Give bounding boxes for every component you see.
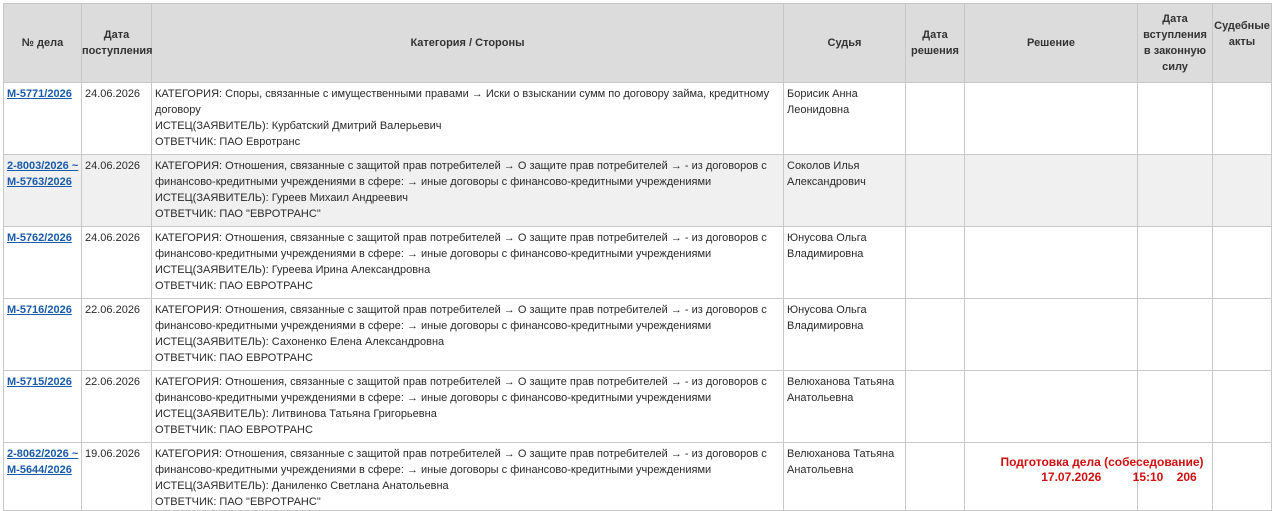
- case-link[interactable]: 2-8062/2026 ~ М-5644/2026: [7, 448, 79, 476]
- case-number-cell: [4, 227, 82, 299]
- effective-date-cell: [1138, 83, 1213, 155]
- effective-date-cell: [1138, 227, 1213, 299]
- category-line: финансово-кредитными учреждениями в сфере: → иные договоры с финансово-кредитными учреждениями: [155, 320, 712, 332]
- received-date-cell: 24.06.2026: [82, 83, 152, 155]
- case-link[interactable]: М-5716/2026: [7, 304, 72, 316]
- case-link[interactable]: 2-8003/2026 ~ М-5763/2026: [7, 160, 79, 188]
- decision-date-cell: [906, 443, 965, 511]
- plaintiff-line: ИСТЕЦ(ЗАЯВИТЕЛЬ): Сахоненко Елена Александровна: [155, 336, 445, 348]
- defendant-line: ОТВЕТЧИК: ПАО Евротранс: [155, 136, 301, 148]
- header-case-number: № дела: [4, 4, 82, 83]
- decision-date-cell: [906, 299, 965, 371]
- table-header-row: [4, 4, 1272, 83]
- court-acts-cell: [1213, 155, 1272, 227]
- header-received-date: Дата поступления: [82, 4, 152, 83]
- header-judge: Судья: [784, 4, 906, 83]
- judge-cell: Велюханова Татьяна Анатольевна: [784, 443, 906, 511]
- category-line: КАТЕГОРИЯ: Отношения, связанные с защитой прав потребителей → О защите прав потребителей → - из договоров с: [155, 448, 767, 460]
- category-line: финансово-кредитными учреждениями в сфере: → иные договоры с финансово-кредитными учреждениями: [155, 176, 712, 188]
- decision-cell: [965, 299, 1138, 371]
- hearing-title: Подготовка дела (собеседование): [1000, 455, 1204, 469]
- judge-cell: Велюханова Татьяна Анатольевна: [784, 371, 906, 443]
- category-line: финансово-кредитными учреждениями в сфере: → иные договоры с финансово-кредитными учреждениями: [155, 248, 712, 260]
- category-cell: [152, 443, 784, 511]
- category-cell: [152, 299, 784, 371]
- hearing-schedule: [982, 470, 1222, 485]
- category-cell: [152, 155, 784, 227]
- decision-date-cell: [906, 83, 965, 155]
- decision-cell: [965, 83, 1138, 155]
- received-date-cell: 22.06.2026: [82, 371, 152, 443]
- received-date-cell: 19.06.2026: [82, 443, 152, 511]
- case-number-cell: [4, 299, 82, 371]
- case-number-cell: [4, 83, 82, 155]
- case-number-cell: [4, 155, 82, 227]
- decision-date-cell: [906, 227, 965, 299]
- court-acts-cell: [1213, 371, 1272, 443]
- category-line: финансово-кредитными учреждениями в сфере: → иные договоры с финансово-кредитными учреждениями: [155, 392, 712, 404]
- effective-date-cell: [1138, 371, 1213, 443]
- defendant-line: ОТВЕТЧИК: ПАО ЕВРОТРАНС: [155, 424, 313, 436]
- decision-date-cell: [906, 155, 965, 227]
- table-row: [4, 227, 1272, 299]
- category-line: КАТЕГОРИЯ: Отношения, связанные с защитой прав потребителей → О защите прав потребителей → - из договоров с: [155, 304, 767, 316]
- judge-cell: Юнусова Ольга Владимировна: [784, 299, 906, 371]
- defendant-line: ОТВЕТЧИК: ПАО "ЕВРОТРАНС": [155, 496, 321, 508]
- decision-date-cell: [906, 371, 965, 443]
- cases-table: [3, 3, 1272, 511]
- decision-cell: [965, 227, 1138, 299]
- case-link[interactable]: М-5771/2026: [7, 88, 72, 100]
- category-cell: [152, 83, 784, 155]
- plaintiff-line: ИСТЕЦ(ЗАЯВИТЕЛЬ): Даниленко Светлана Анатольевна: [155, 480, 449, 492]
- category-cell: [152, 371, 784, 443]
- plaintiff-line: ИСТЕЦ(ЗАЯВИТЕЛЬ): Гуреева Ирина Александровна: [155, 264, 431, 276]
- case-number-cell: [4, 443, 82, 511]
- judge-cell: Борисик Анна Леонидовна: [784, 83, 906, 155]
- court-acts-cell: [1213, 83, 1272, 155]
- defendant-line: ОТВЕТЧИК: ПАО ЕВРОТРАНС: [155, 352, 313, 364]
- received-date-cell: 24.06.2026: [82, 227, 152, 299]
- judge-cell: Соколов Илья Александрович: [784, 155, 906, 227]
- table-row: [4, 155, 1272, 227]
- effective-date-cell: [1138, 155, 1213, 227]
- case-link[interactable]: М-5715/2026: [7, 376, 72, 388]
- received-date-cell: 24.06.2026: [82, 155, 152, 227]
- court-acts-cell: [1213, 227, 1272, 299]
- case-link[interactable]: М-5762/2026: [7, 232, 72, 244]
- category-line: КАТЕГОРИЯ: Отношения, связанные с защитой прав потребителей → О защите прав потребителей → - из договоров с: [155, 160, 767, 172]
- table-row: [4, 299, 1272, 371]
- hearing-room: 206: [1176, 470, 1197, 484]
- hearing-date: 17.07.2026: [1041, 470, 1102, 484]
- table-row: [4, 371, 1272, 443]
- effective-date-cell: [1138, 299, 1213, 371]
- category-line: финансово-кредитными учреждениями в сфере: → иные договоры с финансово-кредитными учреждениями: [155, 464, 712, 476]
- category-line: договору: [155, 104, 201, 116]
- defendant-line: ОТВЕТЧИК: ПАО "ЕВРОТРАНС": [155, 208, 321, 220]
- judge-cell: Юнусова Ольга Владимировна: [784, 227, 906, 299]
- plaintiff-line: ИСТЕЦ(ЗАЯВИТЕЛЬ): Курбатский Дмитрий Валерьевич: [155, 120, 442, 132]
- plaintiff-line: ИСТЕЦ(ЗАЯВИТЕЛЬ): Литвинова Татьяна Григорьевна: [155, 408, 437, 420]
- category-line: КАТЕГОРИЯ: Отношения, связанные с защитой прав потребителей → О защите прав потребителей → - из договоров с: [155, 376, 767, 388]
- header-decision: Решение: [965, 4, 1138, 83]
- hearing-time: 15:10: [1132, 470, 1164, 484]
- received-date-cell: 22.06.2026: [82, 299, 152, 371]
- defendant-line: ОТВЕТЧИК: ПАО ЕВРОТРАНС: [155, 280, 313, 292]
- hearing-annotation: [982, 455, 1222, 485]
- court-acts-cell: [1213, 299, 1272, 371]
- table-row: [4, 83, 1272, 155]
- header-category-parties: Категория / Стороны: [152, 4, 784, 83]
- decision-cell: [965, 155, 1138, 227]
- header-decision-date: Дата решения: [906, 4, 965, 83]
- category-cell: [152, 227, 784, 299]
- case-number-cell: [4, 371, 82, 443]
- decision-cell: [965, 371, 1138, 443]
- header-effective-date: Дата вступления в законную силу: [1138, 4, 1213, 83]
- category-line: КАТЕГОРИЯ: Споры, связанные с имущественными правами → Иски о взыскании сумм по договору займа, кредитному: [155, 88, 770, 100]
- plaintiff-line: ИСТЕЦ(ЗАЯВИТЕЛЬ): Гуреев Михаил Андреевич: [155, 192, 408, 204]
- header-court-acts: Судебные акты: [1213, 4, 1272, 83]
- category-line: КАТЕГОРИЯ: Отношения, связанные с защитой прав потребителей → О защите прав потребителей → - из договоров с: [155, 232, 767, 244]
